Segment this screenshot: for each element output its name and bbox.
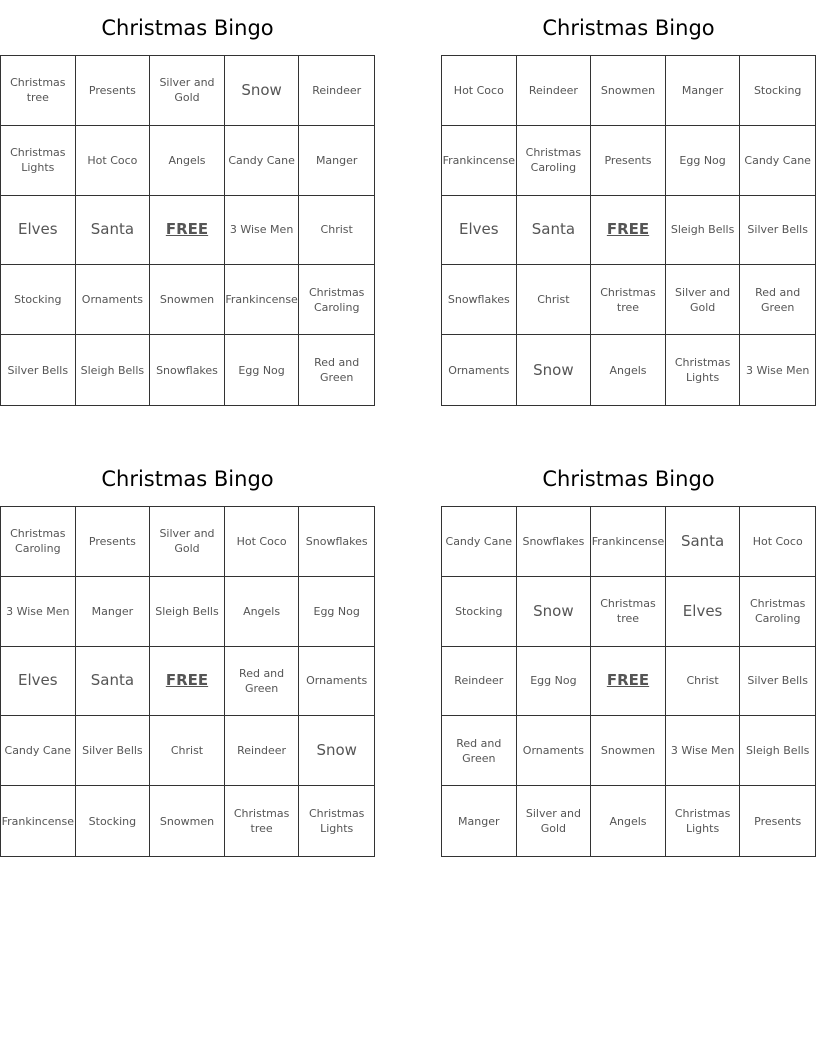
card-title: Christmas Bingo (542, 16, 715, 40)
bingo-grid (0, 55, 375, 406)
bingo-cell: Presents (591, 126, 666, 196)
bingo-cell: Candy Cane (1, 716, 76, 786)
bingo-cell: Christ (150, 716, 225, 786)
bingo-cell: Snow (225, 56, 300, 126)
bingo-cell: Angels (591, 786, 666, 856)
bingo-cell: Reindeer (225, 716, 300, 786)
bingo-cell: Frankincense (225, 265, 300, 335)
bingo-cell: Stocking (740, 56, 815, 126)
bingo-cell: 3 Wise Men (225, 196, 300, 266)
free-space-cell: FREE (150, 196, 225, 266)
bingo-cell: Christmas Lights (308, 807, 365, 836)
bingo-cell: Candy Cane (740, 126, 815, 196)
bingo-cell: Santa (666, 507, 741, 577)
bingo-cell: Candy Cane (442, 507, 517, 577)
bingo-cell: Silver and Gold (517, 786, 592, 856)
bingo-cell: Christmas Caroling (517, 126, 592, 196)
bingo-cell: Silver Bells (76, 716, 151, 786)
bingo-cell: Ornaments (76, 265, 151, 335)
bingo-cell: Sleigh Bells (740, 716, 815, 786)
bingo-cell: Silver Bells (1, 335, 76, 405)
bingo-cell: Egg Nog (666, 126, 741, 196)
bingo-cell: Ornaments (299, 647, 374, 717)
bingo-cell: Hot Coco (76, 126, 151, 196)
bingo-cell: Snowflakes (299, 507, 374, 577)
bingo-cell: Christ (666, 647, 741, 717)
bingo-cell: Christmas Lights (1, 126, 76, 196)
bingo-cell: Snow (517, 335, 592, 405)
bingo-cell: Silver and Gold (150, 507, 225, 577)
bingo-cell: Stocking (76, 786, 151, 856)
bingo-cell: Christ (299, 196, 374, 266)
bingo-cell: Elves (1, 196, 76, 266)
bingo-cell: Sleigh Bells (666, 196, 741, 266)
bingo-cell: Christmas tree (1, 56, 76, 126)
bingo-cell: 3 Wise Men (666, 716, 741, 786)
bingo-cell: Ornaments (517, 716, 592, 786)
bingo-cell: Red and Green (442, 716, 517, 786)
bingo-cell: Manger (299, 126, 374, 196)
bingo-cell: Silver Bells (740, 647, 815, 717)
bingo-cell: Frankincense (442, 126, 517, 196)
bingo-cell: Egg Nog (299, 577, 374, 647)
card-title: Christmas Bingo (101, 467, 274, 491)
bingo-cell: Christ (517, 265, 592, 335)
bingo-cell: Egg Nog (517, 647, 592, 717)
bingo-cell: Santa (76, 647, 151, 717)
bingo-grid (441, 506, 816, 857)
bingo-cell: Silver and Gold (666, 265, 741, 335)
bingo-cell: Manger (442, 786, 517, 856)
bingo-cell: Presents (76, 56, 151, 126)
bingo-cell: Ornaments (442, 335, 517, 405)
bingo-cell: Candy Cane (225, 126, 300, 196)
bingo-cell: Snowflakes (517, 507, 592, 577)
bingo-cell: Snow (299, 716, 374, 786)
bingo-cell: Elves (442, 196, 517, 266)
bingo-cell: Silver and Gold (150, 56, 225, 126)
bingo-cell: Snowmen (150, 265, 225, 335)
bingo-cell: Egg Nog (225, 335, 300, 405)
bingo-cell: Snowflakes (150, 335, 225, 405)
bingo-cell: Snowflakes (442, 265, 517, 335)
bingo-cell: Snow (517, 577, 592, 647)
bingo-cell: Christmas Caroling (1, 507, 76, 577)
bingo-cell: Elves (666, 577, 741, 647)
bingo-cell: Reindeer (517, 56, 592, 126)
bingo-cell: Reindeer (299, 56, 374, 126)
bingo-cell: Christmas Lights (666, 786, 741, 856)
bingo-cell: Presents (76, 507, 151, 577)
card-title: Christmas Bingo (542, 467, 715, 491)
bingo-cell: Snowmen (591, 716, 666, 786)
bingo-cell: Angels (150, 126, 225, 196)
bingo-cell: Silver Bells (740, 196, 815, 266)
free-space-cell: FREE (591, 647, 666, 717)
bingo-cell: Snowmen (591, 56, 666, 126)
bingo-cell: Frankincense (591, 507, 666, 577)
bingo-cell: Stocking (442, 577, 517, 647)
bingo-cell: Presents (754, 814, 802, 828)
bingo-cell: Stocking (1, 265, 76, 335)
bingo-cell: Angels (591, 335, 666, 405)
bingo-cell: Christmas tree (591, 265, 666, 335)
bingo-cell: Red and Green (225, 647, 300, 717)
bingo-cell: Snowmen (150, 786, 225, 856)
bingo-cell: Christmas tree (591, 577, 666, 647)
bingo-cell: Red and Green (740, 265, 815, 335)
bingo-cell: Christmas tree (225, 786, 300, 856)
bingo-cell: Christmas Caroling (299, 265, 374, 335)
bingo-cell: Hot Coco (740, 507, 815, 577)
bingo-cell: Sleigh Bells (150, 577, 225, 647)
bingo-cell: Elves (1, 647, 76, 717)
bingo-cell: Sleigh Bells (76, 335, 151, 405)
bingo-cell: Santa (517, 196, 592, 266)
bingo-cell: Manger (76, 577, 151, 647)
bingo-cell: Christmas Caroling (740, 577, 815, 647)
bingo-cell: 3 Wise Men (1, 577, 76, 647)
free-space-cell: FREE (591, 196, 666, 266)
bingo-cell: Hot Coco (225, 507, 300, 577)
bingo-cell: Reindeer (442, 647, 517, 717)
card-title: Christmas Bingo (101, 16, 274, 40)
bingo-cell: Angels (225, 577, 300, 647)
bingo-cell: Red and Green (314, 356, 360, 385)
bingo-cell: Frankincense (1, 786, 76, 856)
bingo-grid (441, 55, 816, 406)
bingo-cell: Christmas Lights (666, 335, 741, 405)
bingo-cell: Santa (76, 196, 151, 266)
bingo-cell: Manger (666, 56, 741, 126)
bingo-cell: Hot Coco (442, 56, 517, 126)
free-space-cell: FREE (150, 647, 225, 717)
bingo-grid (0, 506, 375, 857)
bingo-cell: 3 Wise Men (745, 363, 810, 377)
